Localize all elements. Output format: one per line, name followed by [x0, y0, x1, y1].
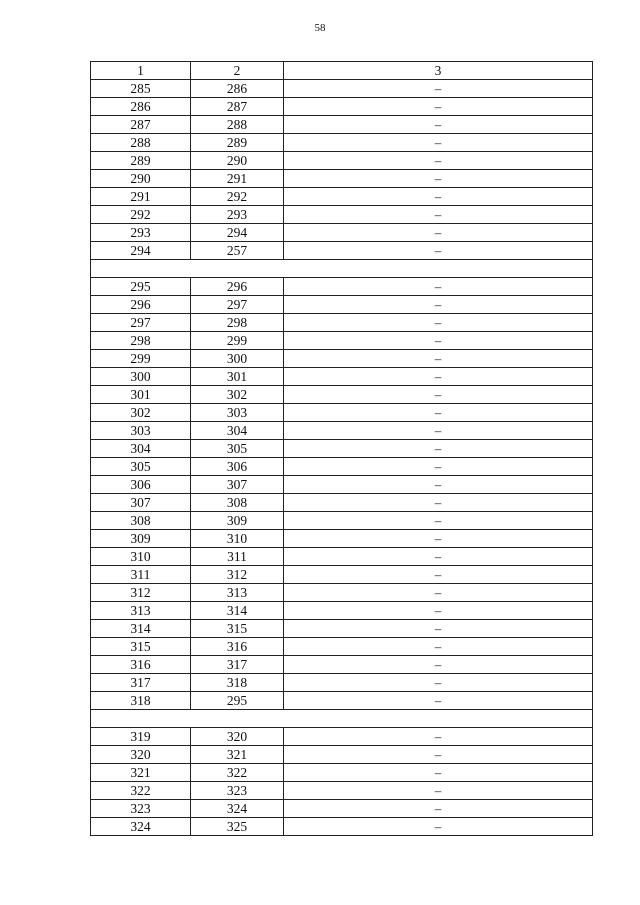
table-row [91, 242, 593, 260]
table-cell-col3: – [284, 782, 593, 800]
table-row [91, 584, 593, 602]
table-row [91, 818, 593, 836]
table-cell-col3: – [284, 314, 593, 332]
table-cell-col3: – [284, 242, 593, 260]
table-cell-col2: 295 [191, 692, 284, 710]
table-cell-col2: 286 [191, 80, 284, 98]
table-cell-col3: – [284, 170, 593, 188]
table-cell-col3: – [284, 548, 593, 566]
table-cell-col1: 316 [91, 656, 191, 674]
table-cell-col3: – [284, 206, 593, 224]
table-row [91, 332, 593, 350]
header-cell-2: 2 [191, 62, 284, 80]
table-row [91, 80, 593, 98]
table-row [91, 602, 593, 620]
table-cell-col3: – [284, 422, 593, 440]
table-cell-col3: – [284, 584, 593, 602]
table-cell-col3: – [284, 368, 593, 386]
table-row [91, 512, 593, 530]
table-cell-col3: – [284, 386, 593, 404]
table-cell-col3: – [284, 746, 593, 764]
table-cell-col2: 287 [191, 98, 284, 116]
table-cell-col1: 319 [91, 728, 191, 746]
table-cell-col3: – [284, 692, 593, 710]
table-cell-col2: 294 [191, 224, 284, 242]
table-cell-col2: 324 [191, 800, 284, 818]
table-cell-col3: – [284, 800, 593, 818]
table-cell-col1: 288 [91, 134, 191, 152]
table-cell-col1: 287 [91, 116, 191, 134]
table-cell-col1: 322 [91, 782, 191, 800]
table-cell-col1: 321 [91, 764, 191, 782]
table-cell-col3: – [284, 188, 593, 206]
table-cell-col2: 257 [191, 242, 284, 260]
table-cell-col2: 325 [191, 818, 284, 836]
table-row [91, 656, 593, 674]
table-cell-col3: – [284, 80, 593, 98]
table-row [91, 98, 593, 116]
separator-row [91, 710, 593, 728]
table-cell-col3: – [284, 98, 593, 116]
table-cell-col1: 298 [91, 332, 191, 350]
table-row [91, 188, 593, 206]
table-row [91, 566, 593, 584]
table-cell-col3: – [284, 296, 593, 314]
table-cell-col2: 315 [191, 620, 284, 638]
table-cell-col2: 322 [191, 764, 284, 782]
table-cell-col3: – [284, 350, 593, 368]
header-cell-3: 3 [284, 62, 593, 80]
table-cell-col2: 292 [191, 188, 284, 206]
table-row [91, 782, 593, 800]
table-cell-col3: – [284, 134, 593, 152]
table-cell-col1: 297 [91, 314, 191, 332]
table-cell-col1: 304 [91, 440, 191, 458]
table-cell-col2: 304 [191, 422, 284, 440]
table-cell-col1: 299 [91, 350, 191, 368]
table-cell-col3: – [284, 764, 593, 782]
data-table [90, 61, 593, 836]
table-cell-col1: 293 [91, 224, 191, 242]
separator-row [91, 260, 593, 278]
table-cell-col3: – [284, 566, 593, 584]
table-row [91, 206, 593, 224]
table-cell-col1: 320 [91, 746, 191, 764]
table-row [91, 674, 593, 692]
table-cell-col2: 318 [191, 674, 284, 692]
table-cell-col3: – [284, 818, 593, 836]
table-cell-col2: 313 [191, 584, 284, 602]
table-row [91, 278, 593, 296]
table-cell-col2: 323 [191, 782, 284, 800]
table-cell-col1: 318 [91, 692, 191, 710]
table-cell-col3: – [284, 638, 593, 656]
table-cell-col2: 290 [191, 152, 284, 170]
table-cell-col2: 314 [191, 602, 284, 620]
table-cell-col2: 296 [191, 278, 284, 296]
table-cell-col3: – [284, 116, 593, 134]
table-cell-col2: 308 [191, 494, 284, 512]
table-cell-col1: 285 [91, 80, 191, 98]
table-cell-col3: – [284, 512, 593, 530]
table-cell-col2: 320 [191, 728, 284, 746]
table-cell-col2: 307 [191, 476, 284, 494]
table-row [91, 404, 593, 422]
table-cell-col2: 297 [191, 296, 284, 314]
table-cell-col1: 311 [91, 566, 191, 584]
table-cell-col2: 301 [191, 368, 284, 386]
table-cell-col2: 299 [191, 332, 284, 350]
table-body [91, 62, 593, 836]
table-cell-col1: 324 [91, 818, 191, 836]
table-cell-col1: 312 [91, 584, 191, 602]
table-cell-col2: 306 [191, 458, 284, 476]
table-cell-col1: 303 [91, 422, 191, 440]
table-row [91, 422, 593, 440]
table-row [91, 440, 593, 458]
table-cell-col2: 303 [191, 404, 284, 422]
table-cell-col3: – [284, 332, 593, 350]
table-cell-col3: – [284, 656, 593, 674]
table-cell-col3: – [284, 494, 593, 512]
table-row [91, 530, 593, 548]
table-cell-col3: – [284, 440, 593, 458]
header-cell-1: 1 [91, 62, 191, 80]
table-cell-col3: – [284, 278, 593, 296]
header-row [91, 62, 593, 80]
separator-cell [91, 260, 593, 278]
table-cell-col3: – [284, 602, 593, 620]
table-cell-col1: 296 [91, 296, 191, 314]
table-cell-col1: 315 [91, 638, 191, 656]
table-row [91, 458, 593, 476]
table-cell-col2: 288 [191, 116, 284, 134]
table-row [91, 368, 593, 386]
table-row [91, 692, 593, 710]
table-cell-col2: 309 [191, 512, 284, 530]
table-cell-col3: – [284, 728, 593, 746]
table-cell-col1: 307 [91, 494, 191, 512]
table-cell-col1: 300 [91, 368, 191, 386]
table-cell-col1: 309 [91, 530, 191, 548]
table-cell-col1: 323 [91, 800, 191, 818]
table-row [91, 296, 593, 314]
table-cell-col1: 302 [91, 404, 191, 422]
table-row [91, 764, 593, 782]
table-row [91, 314, 593, 332]
table-cell-col1: 317 [91, 674, 191, 692]
table-cell-col1: 313 [91, 602, 191, 620]
table-cell-col1: 290 [91, 170, 191, 188]
table-row [91, 152, 593, 170]
table-cell-col2: 312 [191, 566, 284, 584]
table-cell-col2: 317 [191, 656, 284, 674]
table-cell-col1: 286 [91, 98, 191, 116]
table-cell-col2: 321 [191, 746, 284, 764]
table-row [91, 620, 593, 638]
table-cell-col3: – [284, 152, 593, 170]
table-cell-col2: 289 [191, 134, 284, 152]
table-row [91, 116, 593, 134]
table-row [91, 746, 593, 764]
table-cell-col2: 298 [191, 314, 284, 332]
table-row [91, 548, 593, 566]
table-cell-col3: – [284, 620, 593, 638]
separator-cell [91, 710, 593, 728]
table-cell-col2: 316 [191, 638, 284, 656]
table-cell-col3: – [284, 476, 593, 494]
table-cell-col1: 314 [91, 620, 191, 638]
table-row [91, 224, 593, 242]
table-row [91, 638, 593, 656]
table-cell-col2: 310 [191, 530, 284, 548]
table-cell-col3: – [284, 404, 593, 422]
table-cell-col3: – [284, 224, 593, 242]
table-row [91, 134, 593, 152]
table-cell-col1: 294 [91, 242, 191, 260]
table-row [91, 350, 593, 368]
table-cell-col1: 301 [91, 386, 191, 404]
table-cell-col3: – [284, 458, 593, 476]
table-row [91, 170, 593, 188]
table-row [91, 800, 593, 818]
table-cell-col2: 302 [191, 386, 284, 404]
table-row [91, 476, 593, 494]
table-cell-col2: 311 [191, 548, 284, 566]
table-cell-col2: 291 [191, 170, 284, 188]
page-number: 58 [314, 22, 326, 34]
table-row [91, 386, 593, 404]
table-row [91, 494, 593, 512]
table-cell-col1: 292 [91, 206, 191, 224]
table-cell-col1: 295 [91, 278, 191, 296]
table-cell-col1: 305 [91, 458, 191, 476]
table-cell-col2: 293 [191, 206, 284, 224]
table-cell-col1: 291 [91, 188, 191, 206]
table-cell-col2: 305 [191, 440, 284, 458]
table-cell-col1: 289 [91, 152, 191, 170]
table-cell-col3: – [284, 674, 593, 692]
table-cell-col1: 308 [91, 512, 191, 530]
table-cell-col2: 300 [191, 350, 284, 368]
table-row [91, 728, 593, 746]
table-cell-col3: – [284, 530, 593, 548]
table-cell-col1: 306 [91, 476, 191, 494]
table-cell-col1: 310 [91, 548, 191, 566]
